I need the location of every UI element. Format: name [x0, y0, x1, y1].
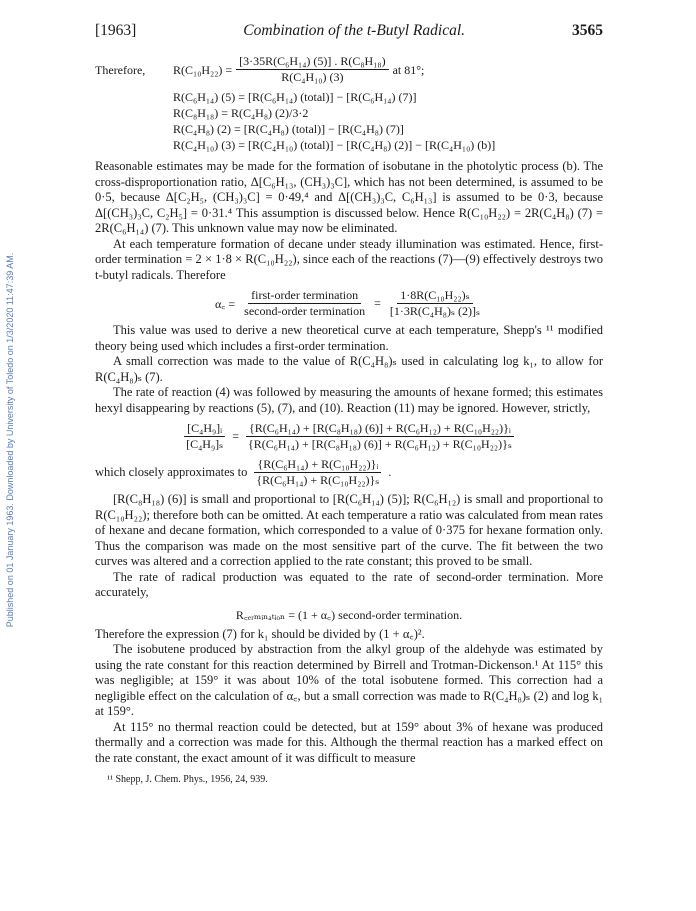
- ratio-equals: =: [232, 429, 239, 443]
- paragraph-estimates: Reasonable estimates may be made for the formation of isobutane in the photolytic process (b). The cross-disproportionation ratio, Δ[C₆H₁₃, (CH₃)₃C], which has not been determined, is assumed to be 0·5, because Δ[C₂H₅, (CH₃)₃C] = 0·49,⁴ and Δ[(CH₃)₃C, C₆H₁₃] is assumed to be 0·3, because Δ[(CH₃)₃C, C₂H₅] = 0·31.⁴ This assumption is discussed below. Hence R(C₁₀H₂₂) = 2R(C₄H₈) (7) = 2R(C₆H₁₄) (7). This unknown value may now be eliminated.: [95, 159, 603, 235]
- approx-num: {R(C₆H₁₄) + R(C₁₀H₂₂)}ᵢ: [254, 457, 381, 473]
- page-number: 3565: [571, 22, 603, 39]
- main-denominator: R(C₄H₁₀) (3): [281, 70, 344, 84]
- termination-equation: R꜀ₑᵣₘᵢₙₐₜᵢₒₙ = (1 + α꜀) second-order termination.: [235, 607, 463, 622]
- rate-equations: [95, 54, 603, 153]
- journal-page: [95, 22, 603, 785]
- paragraph-thermal: At 115° no thermal reaction could be detected, but at 159° about 3% of hexane was produced thermally and a correction was made for this. Although the thermal reaction has a marked effect on the rate constant, the exact amount of it was difficult to measure: [95, 719, 603, 765]
- ratio-right-num: {R(C₆H₁₄) + [R(C₈H₁₈) (6)] + R(C₆H₁₂) + R(C₁₀H₂₂)}ᵢ: [246, 421, 514, 437]
- equation-line: R(C₄H₁₀) (3) = [R(C₄H₁₀) (total)] − [R(C₄H₈) (2)] − [R(C₄H₁₀) (b)]: [173, 138, 496, 152]
- main-numerator: [3·35R(C₆H₁₄) (5)] . R(C₈H₁₈): [236, 54, 388, 70]
- alpha-num-values: 1·8R(C₁₀H₂₂)ₛ: [397, 288, 472, 304]
- running-head: [95, 22, 603, 40]
- download-watermark: [4, 170, 16, 710]
- equation-line: R(C₄H₈) (2) = [R(C₄H₈) (total)] − [R(C₄H₈) (7)]: [173, 122, 404, 136]
- paragraph-shepp: This value was used to derive a new theoretical curve at each temperature, Shepp's ¹¹ modified theory being used which includes a first-order termination.: [95, 323, 603, 353]
- ratio-left-den: [C₄H₉]ₛ: [186, 437, 224, 451]
- alpha-den-values: [1·3R(C₄H₈)ₛ (2)]ₛ: [389, 304, 481, 318]
- alpha-equation: [95, 288, 603, 319]
- ratio-left: [183, 421, 226, 452]
- approx-lead: which closely approximates to: [95, 465, 248, 479]
- therefore-label: Therefore,: [95, 62, 146, 77]
- alpha-den-words: second-order termination: [244, 304, 366, 318]
- alpha-num-words: first-order termination: [248, 288, 361, 304]
- main-tail: at 81°;: [392, 62, 425, 77]
- alpha-lhs: α꜀ =: [214, 297, 236, 311]
- radical-ratio-equation: [95, 421, 603, 452]
- alpha-equals: =: [374, 296, 381, 310]
- approx-den: {R(C₆H₁₄) + R(C₁₀H₂₂)}ₛ: [256, 473, 380, 487]
- paragraph-hexane: The rate of reaction (4) was followed by measuring the amounts of hexane formed; this estimates hexyl disappearing by reactions (5), (7), and (10). Reaction (11) may be ignored. However, strictly,: [95, 385, 603, 415]
- equation-line: R(C₆H₁₄) (5) = [R(C₆H₁₄) (total)] − [R(C₆H₁₄) (7)]: [173, 90, 417, 104]
- approx-tail: .: [388, 465, 392, 479]
- article-title: Combination of the t-Butyl Radical.: [243, 22, 466, 39]
- year: [1963]: [95, 22, 137, 39]
- paragraph-decane: At each temperature formation of decane under steady illumination was estimated. Hence, first-order termination = 2 × 1·8 × R(C₁₀H₂₂), since each of the reactions (7)—(9) effectively destroys two t-butyl radicals. Therefore: [95, 236, 603, 282]
- approx-fraction: [253, 457, 382, 488]
- ratio-left-num: [C₄H₉]ᵢ: [184, 421, 225, 437]
- ratio-right: [245, 421, 515, 452]
- alpha-fraction-values: [387, 288, 483, 319]
- approximation-equation: [95, 457, 603, 488]
- paragraph-radical-production: The rate of radical production was equated to the rate of second-order termination. More accurately,: [95, 569, 603, 599]
- main-fraction: [236, 54, 388, 85]
- main-lhs: R(C₁₀H₂₂) =: [173, 62, 233, 77]
- paragraph-correction: A small correction was made to the value of R(C₄H₈)ₛ used in calculating log k₁, to allow for R(C₄H₈)ₛ (7).: [95, 354, 603, 384]
- main-equation: [95, 54, 603, 85]
- footnote: ¹¹ Shepp, J. Chem. Phys., 1956, 24, 939.: [107, 774, 268, 785]
- paragraph-omitted-terms: [R(C₈H₁₈) (6)] is small and proportional to [R(C₆H₁₄) (5)]; R(C₆H₁₂) is small and proportional to R(C₁₀H₂₂); therefore both can be omitted. At each temperature a ratio was calculated from mean rates of hexane and decane formation, which corresponded to a value of 0·375 for hexane formation only. Thus the comparison was made on the most sensitive part of the curve. The fit between the two curves was altered and a correction applied to the rate constant; this proved to be small.: [95, 492, 603, 568]
- alpha-fraction-words: [241, 288, 368, 319]
- paragraph-isobutene: The isobutene produced by abstraction from the alkyl group of the aldehyde was estimated by using the rate constant for this reaction determined by Birrell and Trotman-Dickenson.¹ At 115° this was negligible; at 159° it was about 10% of the total isobutene formed. This correction had a negligible effect on the calculation of α꜀, but a small correction was made to R(C₄H₈)ₛ (2) and log k₁ at 159°.: [95, 642, 603, 718]
- paragraph-k1-expression: Therefore the expression (7) for k₁ should be divided by (1 + α꜀)².: [95, 626, 425, 641]
- equation-line: R(C₈H₁₈) = R(C₄H₈) (2)/3·2: [173, 106, 309, 120]
- ratio-right-den: {R(C₆H₁₄) + [R(C₈H₁₈) (6)] + R(C₆H₁₂) + R(C₁₀H₂₂)}ₛ: [247, 437, 512, 451]
- download-notice: Published on 01 January 1963. Downloaded by University of Toledo on 1/3/2020 11:47:39 AM.: [5, 252, 15, 628]
